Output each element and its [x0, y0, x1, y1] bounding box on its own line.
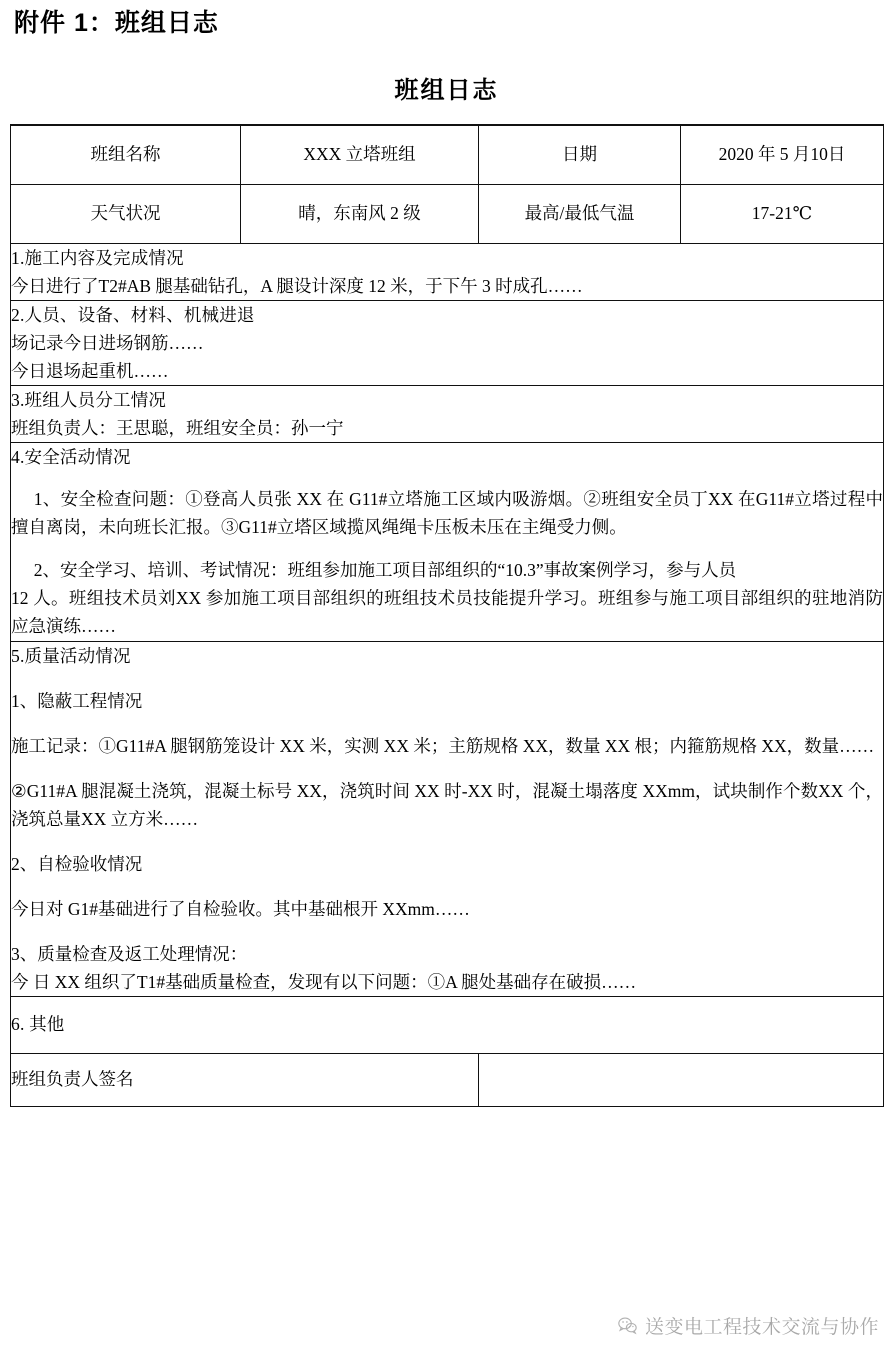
section-5-sub-1-title: 1、隐蔽工程情况: [11, 690, 143, 711]
section-4-item-2-cont: 12 人。班组技术员刘XX 参加施工项目部组织的班组技术员技能提升学习。班组参与施工项目部组织的驻地消防应急演练……: [11, 588, 883, 637]
section-2-cell: [11, 301, 884, 386]
wechat-icon: [617, 1315, 638, 1336]
section-6-cell: [11, 996, 884, 1053]
section-3-cell: [11, 386, 884, 443]
section-4-cell: [11, 443, 884, 642]
weather-label: 天气状况: [11, 185, 241, 244]
page-title: 班组日志: [394, 77, 499, 104]
signature-label: 班组负责人签名: [11, 1053, 479, 1106]
attachment-title: 附件 1：班组日志: [14, 9, 219, 37]
section-2-title: 2.人员、设备、材料、机械进退: [11, 305, 255, 325]
table-row-section-1: [11, 244, 884, 301]
watermark-text: 送变电工程技术交流与协作: [644, 1317, 879, 1338]
section-1-title: 1.施工内容及完成情况: [11, 248, 184, 268]
team-name-value: XXX 立塔班组: [241, 125, 479, 185]
section-5-sub-1-body: 施工记录：①G11#A 腿钢筋笼设计 XX 米，实测 XX 米；主筋规格 XX，数量 XX 根；内箍筋规格 XX，数量……: [11, 735, 875, 756]
section-5-sub-3-body: 今 日 XX 组织了T1#基础质量检查，发现有以下问题：①A 腿处基础存在破损……: [11, 971, 637, 992]
team-name-label: 班组名称: [11, 125, 241, 185]
table-row-signature: [11, 1053, 884, 1106]
team-log-table: [10, 124, 884, 1107]
table-row-team-info: [11, 125, 884, 185]
section-5-sub-2-body: 今日对 G1#基础进行了自检验收。其中基础根开 XXmm……: [11, 898, 470, 919]
section-3-line-1: 班组负责人：王思聪，班组安全员：孙一宁: [11, 418, 344, 438]
section-4-title: 4.安全活动情况: [11, 447, 131, 467]
table-row-weather-info: [11, 185, 884, 244]
section-5-cell: [11, 641, 884, 996]
table-row-section-5: [11, 641, 884, 996]
date-value: 2020 年 5 月10日: [681, 125, 884, 185]
signature-field[interactable]: [479, 1053, 884, 1106]
date-label: 日期: [479, 125, 681, 185]
watermark: [617, 1312, 879, 1339]
table-row-section-4: [11, 443, 884, 642]
weather-value: 晴，东南风 2 级: [241, 185, 479, 244]
temperature-value: 17-21℃: [681, 185, 884, 244]
section-1-cell: [11, 244, 884, 301]
section-5-sub-1-body-2: ②G11#A 腿混凝土浇筑，混凝土标号 XX，浇筑时间 XX 时-XX 时，混凝土塌落度 XXmm，试块制作个数XX 个，浇筑总量XX 立方米……: [11, 780, 883, 829]
table-row-section-3: [11, 386, 884, 443]
table-row-section-6: [11, 996, 884, 1053]
temperature-label: 最高/最低气温: [479, 185, 681, 244]
section-5-sub-3-title: 3、质量检查及返工处理情况：: [11, 943, 248, 964]
section-6-title: 6. 其他: [11, 1014, 65, 1035]
section-4-item-2: 2、安全学习、培训、考试情况：班组参加施工项目部组织的“10.3”事故案例学习，参与人员: [33, 559, 737, 580]
section-4-item-1: 1、安全检查问题：①登高人员张 XX 在 G11#立塔施工区域内吸游烟。②班组安全员丁XX 在G11#立塔过程中擅自离岗，未向班长汇报。③G11#立塔区域揽风绳绳卡压板未压在主绳受力侧。: [11, 489, 883, 538]
section-5-sub-2-title: 2、自检验收情况: [11, 853, 143, 874]
section-2-line-2: 今日退场起重机……: [11, 361, 169, 381]
table-row-section-2: [11, 301, 884, 386]
section-1-line-1: 今日进行了T2#AB 腿基础钻孔，A 腿设计深度 12 米，于下午 3 时成孔……: [11, 276, 583, 296]
section-5-title: 5.质量活动情况: [11, 645, 131, 666]
section-3-title: 3.班组人员分工情况: [11, 390, 167, 410]
section-2-line-1: 场记录今日进场钢筋……: [11, 333, 204, 353]
